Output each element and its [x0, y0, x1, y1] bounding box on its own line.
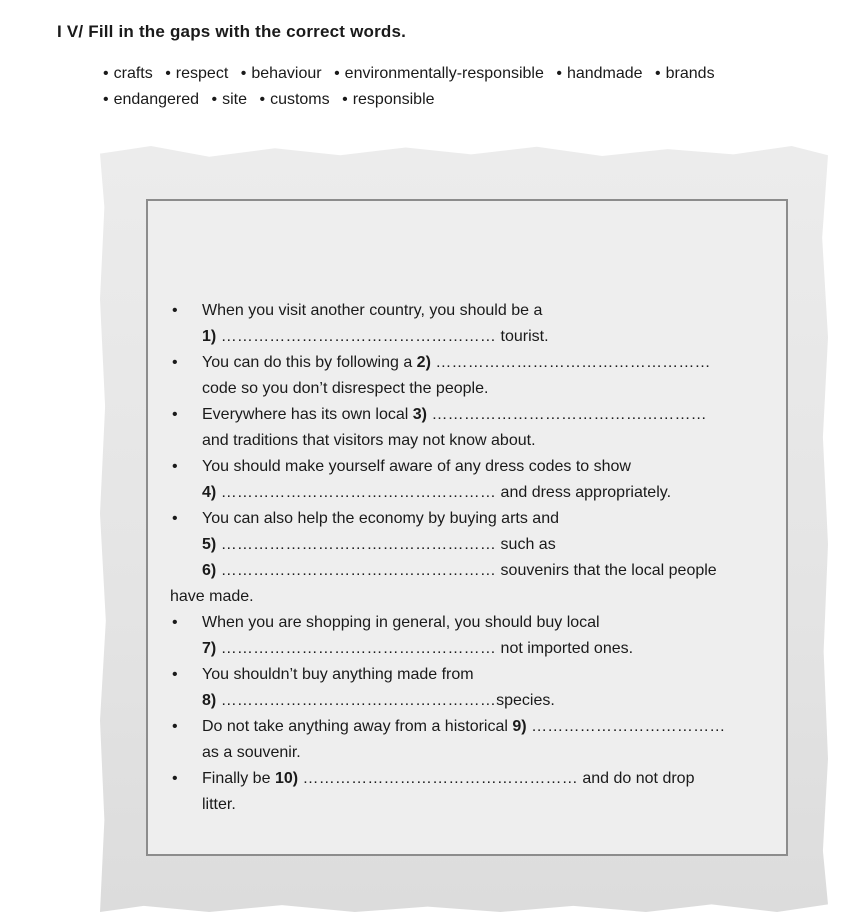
word-bank: [103, 61, 723, 113]
item-text: • You should make yourself aware of any dress codes to show: [202, 458, 631, 475]
gap-blank[interactable]: ……………………………………………: [220, 562, 497, 579]
list-item: [170, 610, 780, 662]
list-item: [170, 662, 780, 714]
word-bank-item: • behaviour: [241, 65, 322, 82]
gap-number: 8): [202, 692, 217, 709]
word-bank-item: • crafts: [103, 65, 153, 82]
exercise-list: [170, 298, 780, 818]
word-bank-item: • endangered: [103, 91, 199, 108]
word-bank-item: • environmentally-responsible: [334, 65, 544, 82]
item-text: and traditions that visitors may not know about.: [202, 432, 536, 449]
gap-number: 5): [202, 536, 217, 553]
item-text: • When you are shopping in general, you should buy local: [202, 614, 600, 631]
item-text: Everywhere has its own local: [202, 406, 409, 423]
list-item: [170, 714, 780, 766]
word-bank-item: • site: [211, 91, 247, 108]
item-text: such as: [500, 536, 556, 553]
gap-number: 7): [202, 640, 217, 657]
item-text: species.: [496, 692, 555, 709]
item-text: and do not drop: [582, 770, 695, 787]
gap-blank[interactable]: ……………………………………………: [431, 406, 707, 423]
gap-number: 3): [412, 406, 427, 423]
item-text: code so you don’t disrespect the people.: [202, 380, 489, 397]
item-text: Do not take anything away from a historical: [202, 718, 508, 735]
item-text: • You can also help the economy by buying arts and: [202, 510, 559, 527]
gap-blank[interactable]: ……………………………………………: [302, 770, 578, 787]
list-item: [170, 506, 780, 610]
item-text: litter.: [202, 796, 236, 813]
word-bank-row: [103, 87, 723, 113]
word-bank-row: [103, 61, 723, 87]
gap-blank[interactable]: ……………………………………………: [435, 354, 711, 371]
gap-blank[interactable]: ……………………………………………: [220, 536, 497, 553]
word-bank-item: • responsible: [342, 91, 434, 108]
gap-blank[interactable]: ……………………………………………: [220, 640, 497, 657]
gap-number: 9): [512, 718, 527, 735]
gap-blank[interactable]: ……………………………………………: [220, 692, 497, 709]
list-item: [170, 298, 780, 350]
gap-number: 6): [202, 562, 217, 579]
gap-blank[interactable]: ………………………………: [531, 718, 726, 735]
gap-blank[interactable]: ……………………………………………: [220, 484, 497, 501]
item-text: and dress appropriately.: [500, 484, 672, 501]
word-bank-item: • customs: [259, 91, 329, 108]
exercise-title: I V/ Fill in the gaps with the correct words.: [57, 22, 407, 41]
gap-number: 1): [202, 328, 217, 345]
item-text: Finally be: [202, 770, 271, 787]
list-item: [170, 454, 780, 506]
word-bank-item: • handmade: [556, 65, 642, 82]
item-text: souvenirs that the local people: [500, 562, 717, 579]
word-bank-item: • brands: [655, 65, 715, 82]
item-text: • You shouldn’t buy anything made from: [202, 666, 474, 683]
item-text: • When you visit another country, you should be a: [202, 302, 543, 319]
item-text: You can do this by following a: [202, 354, 413, 371]
gap-number: 2): [416, 354, 431, 371]
list-item: [170, 766, 780, 818]
gap-number: 10): [274, 770, 299, 787]
item-text: not imported ones.: [500, 640, 634, 657]
word-bank-item: • respect: [165, 65, 228, 82]
list-item: [170, 350, 780, 402]
item-text: have made.: [170, 588, 254, 605]
gap-number: 4): [202, 484, 217, 501]
list-item: [170, 402, 780, 454]
gap-blank[interactable]: ……………………………………………: [220, 328, 497, 345]
item-text: as a souvenir.: [202, 744, 301, 761]
item-text: tourist.: [500, 328, 549, 345]
